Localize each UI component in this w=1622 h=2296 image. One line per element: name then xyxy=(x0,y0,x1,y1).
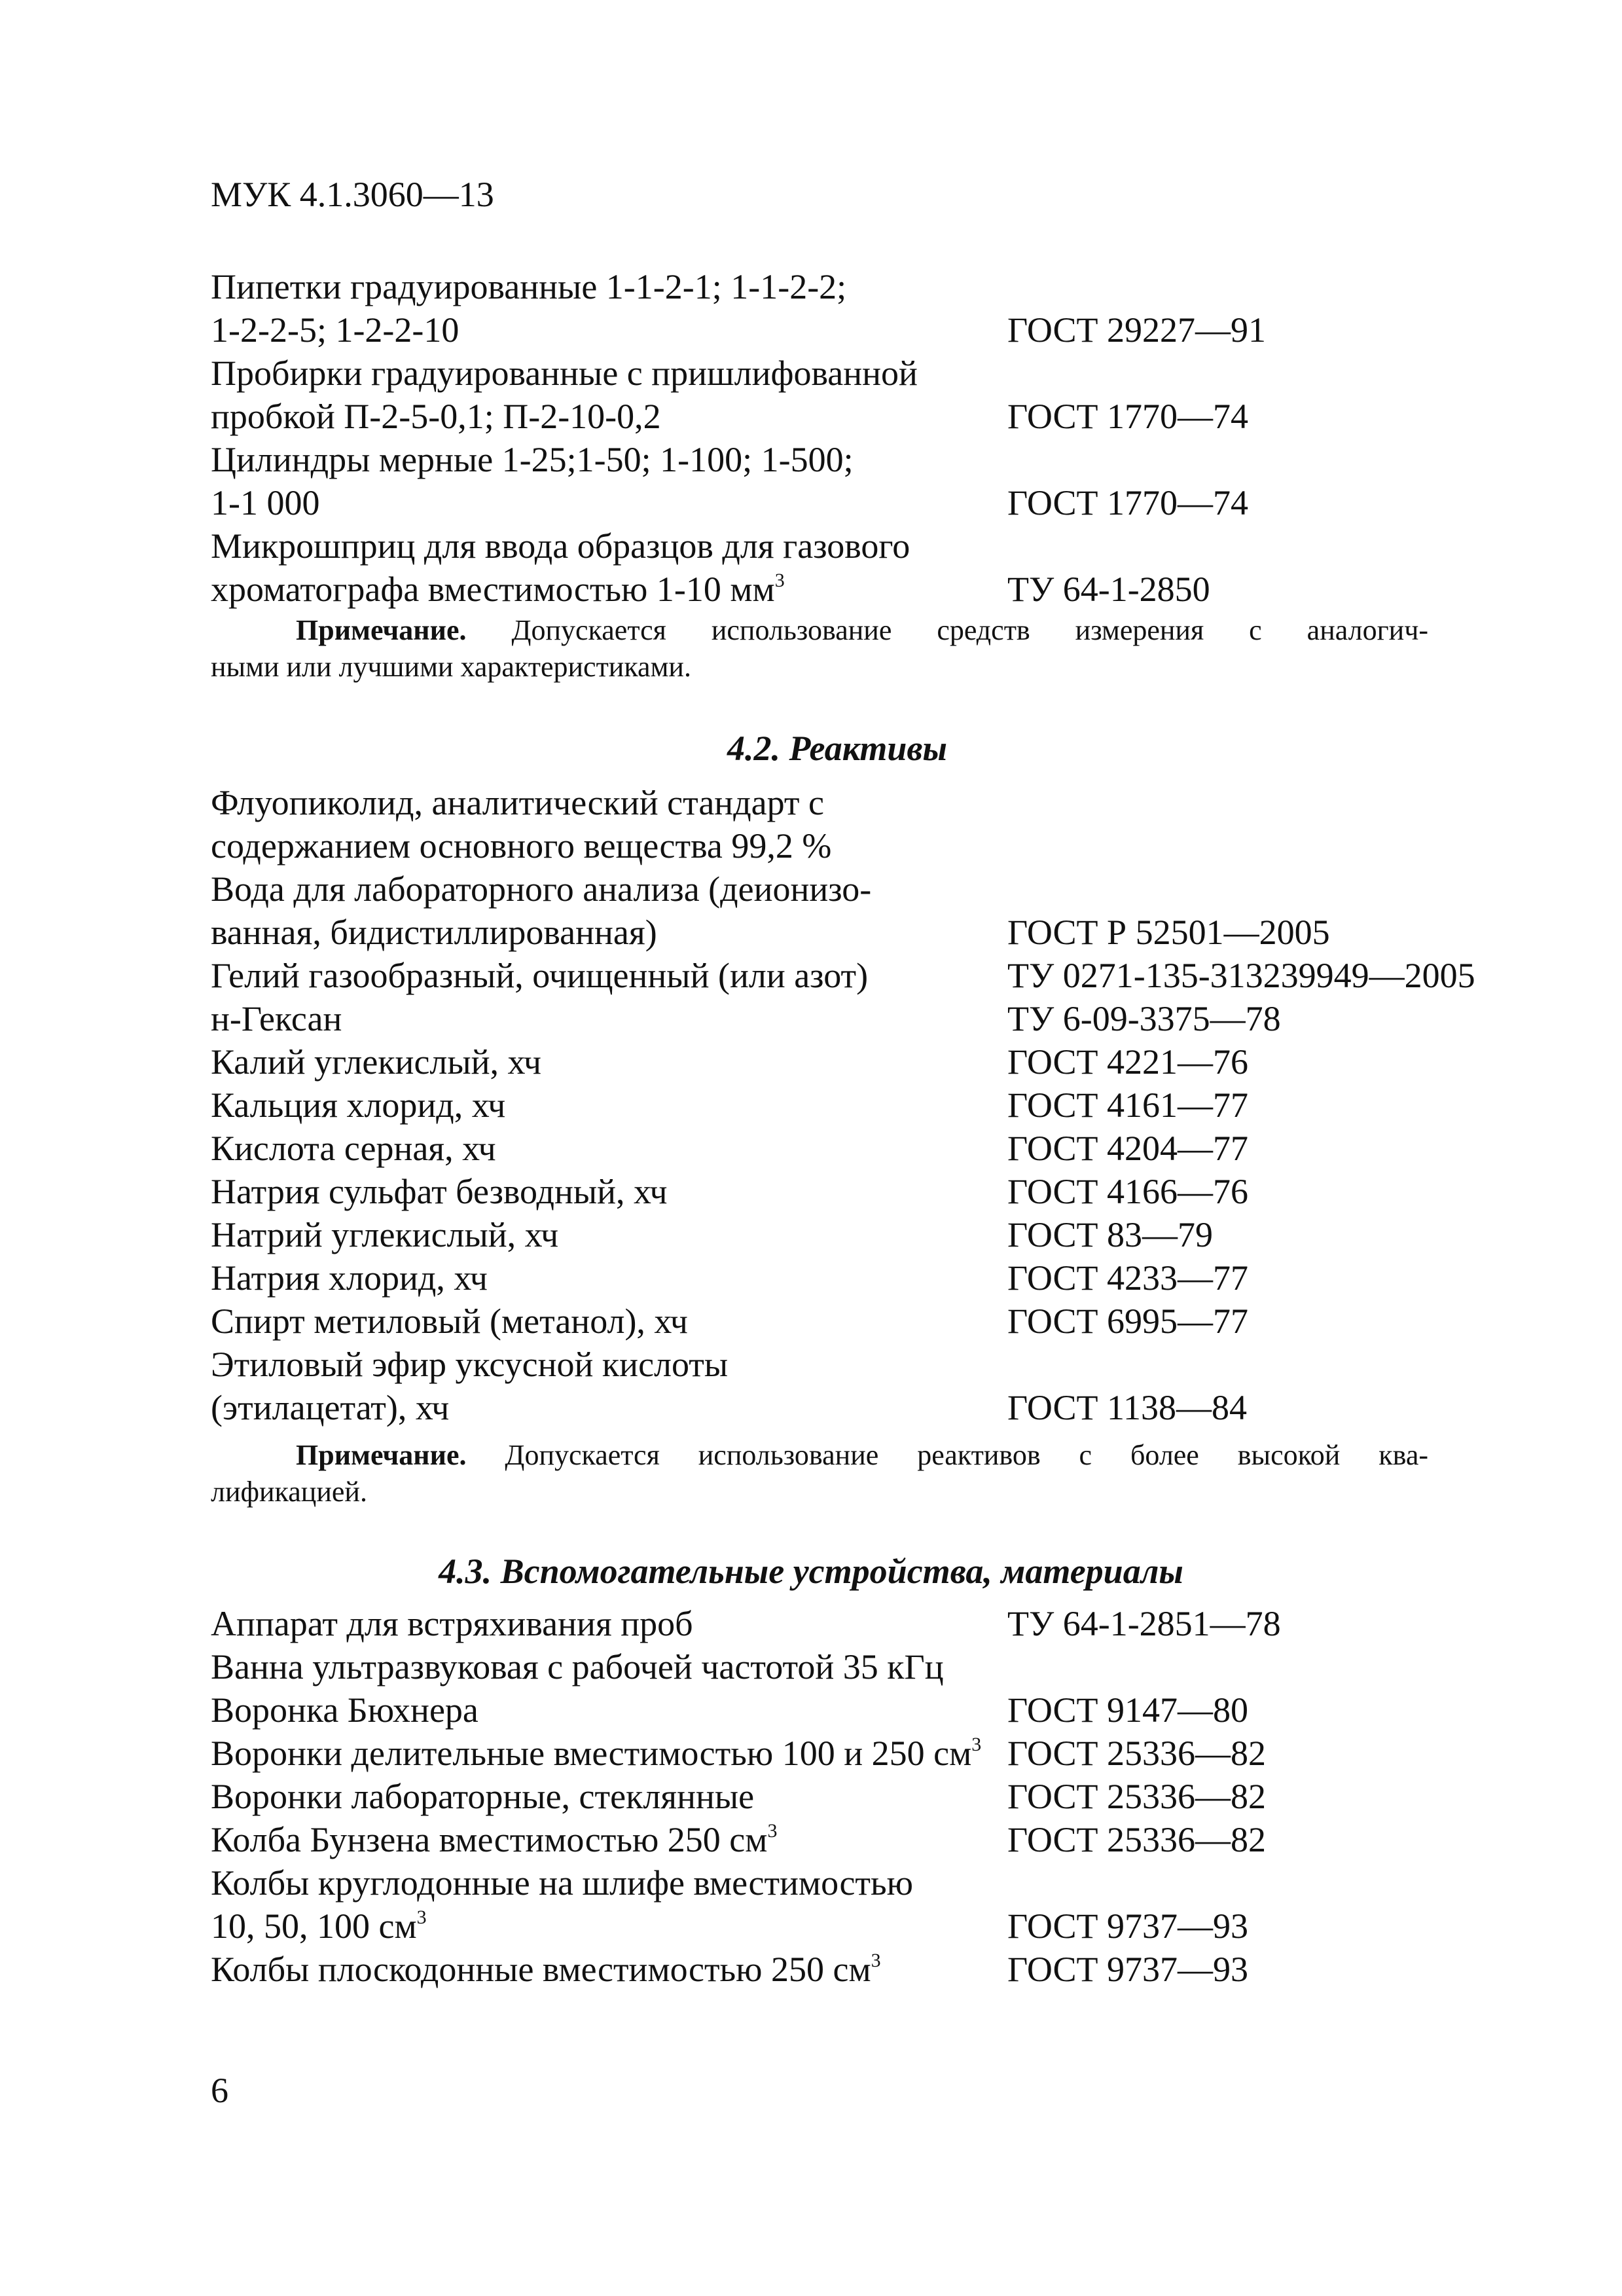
item-standard: ТУ 64-1-2850 xyxy=(1007,570,1210,609)
list-item xyxy=(211,781,1520,824)
item-name-with-unit xyxy=(211,1904,427,1948)
list-item xyxy=(211,1948,1520,1991)
unit-exponent: 3 xyxy=(774,570,785,591)
item-standard: ГОСТ 4161—77 xyxy=(1007,1085,1249,1125)
item-standard: ГОСТ Р 52501—2005 xyxy=(1007,913,1330,952)
item-standard: ГОСТ 29227—91 xyxy=(1007,310,1267,350)
item-name: Флуопиколид, аналитический стандарт с xyxy=(211,783,824,822)
unit-exponent: 3 xyxy=(971,1734,982,1755)
page-number: 6 xyxy=(211,2071,228,2110)
item-name: Пробирки градуированные с пришлифованной xyxy=(211,354,918,393)
note-instruments xyxy=(211,612,1428,685)
list-item xyxy=(211,1213,1520,1256)
item-standard: ГОСТ 83—79 xyxy=(1007,1215,1214,1254)
item-name: Микрошприц для ввода образцов для газового xyxy=(211,526,910,566)
item-standard: ГОСТ 25336—82 xyxy=(1007,1734,1267,1773)
note-second-line: лификацией. xyxy=(211,1476,367,1508)
item-standard: ГОСТ 25336—82 xyxy=(1007,1820,1267,1859)
note-first-line xyxy=(211,1437,1428,1474)
item-standard: ГОСТ 9737—93 xyxy=(1007,1906,1249,1946)
item-name: Аппарат для встряхивания проб xyxy=(211,1604,693,1643)
item-name: Воронки лабораторные, стеклянные xyxy=(211,1777,755,1816)
list-item xyxy=(211,867,1520,911)
list-item xyxy=(211,1645,1520,1688)
item-name: содержанием основного вещества 99,2 % xyxy=(211,826,832,866)
item-name: Кислота серная, хч xyxy=(211,1129,496,1168)
item-standard: ГОСТ 6995—77 xyxy=(1007,1302,1249,1341)
list-item xyxy=(211,954,1520,997)
item-name-with-unit xyxy=(211,1818,777,1861)
list-item xyxy=(211,352,1520,395)
item-standard: ГОСТ 1138—84 xyxy=(1007,1388,1248,1427)
list-item xyxy=(211,1386,1520,1429)
list-item xyxy=(211,1256,1520,1300)
list-item xyxy=(211,1602,1520,1645)
list-item xyxy=(211,1040,1520,1084)
item-name: (этилацетат), хч xyxy=(211,1388,450,1427)
item-standard: ГОСТ 1770—74 xyxy=(1007,483,1249,522)
item-name: Натрий углекислый, хч xyxy=(211,1215,559,1254)
item-name: Натрия хлорид, хч xyxy=(211,1258,488,1298)
item-standard: ГОСТ 25336—82 xyxy=(1007,1777,1267,1816)
item-name: Натрия сульфат безводный, хч xyxy=(211,1172,668,1211)
item-name: 1-1 000 xyxy=(211,483,320,522)
item-standard: ТУ 64-1-2851—78 xyxy=(1007,1604,1281,1643)
item-name-with-unit xyxy=(211,1948,881,1991)
item-name: хроматографа вместимостью 1-10 мм xyxy=(211,570,775,609)
list-item xyxy=(211,1084,1520,1127)
note-label: Примечание. xyxy=(296,1439,467,1471)
list-item xyxy=(211,265,1520,308)
item-name: н-Гексан xyxy=(211,999,342,1038)
document-code: МУК 4.1.3060—13 xyxy=(211,175,494,214)
list-item xyxy=(211,1818,1520,1861)
item-name: 10, 50, 100 см xyxy=(211,1906,417,1946)
section-title-reagents: 4.2. Реактивы xyxy=(727,729,948,768)
list-item xyxy=(211,568,1520,611)
item-name: ванная, бидистиллированная) xyxy=(211,913,657,952)
list-item xyxy=(211,481,1520,524)
item-name: Колба Бунзена вместимостью 250 см xyxy=(211,1820,768,1859)
list-item xyxy=(211,1688,1520,1732)
list-item xyxy=(211,308,1520,352)
item-name: Калий углекислый, хч xyxy=(211,1042,542,1082)
item-name: Воронка Бюхнера xyxy=(211,1690,478,1730)
list-item xyxy=(211,1861,1520,1904)
item-standard: ТУ 0271-135-313239949—2005 xyxy=(1007,956,1475,995)
list-item xyxy=(211,1732,1520,1775)
list-item xyxy=(211,911,1520,954)
item-name: Этиловый эфир уксусной кислоты xyxy=(211,1345,729,1384)
item-standard: ГОСТ 4221—76 xyxy=(1007,1042,1249,1082)
instruments-list xyxy=(211,265,1520,611)
note-first-line xyxy=(211,612,1428,649)
item-standard: ГОСТ 4233—77 xyxy=(1007,1258,1249,1298)
item-name: Пипетки градуированные 1-1-2-1; 1-1-2-2; xyxy=(211,267,847,306)
item-name: Воронки делительные вместимостью 100 и 250 см xyxy=(211,1734,972,1773)
reagents-list xyxy=(211,781,1520,1429)
list-item xyxy=(211,1775,1520,1818)
list-item xyxy=(211,997,1520,1040)
item-name: Колбы круглодонные на шлифе вместимостью xyxy=(211,1863,913,1903)
list-item xyxy=(211,1127,1520,1170)
unit-exponent: 3 xyxy=(871,1950,881,1971)
item-standard: ГОСТ 9737—93 xyxy=(1007,1950,1249,1989)
item-name: Вода для лабораторного анализа (деионизо- xyxy=(211,869,872,909)
unit-exponent: 3 xyxy=(416,1906,427,1928)
item-standard: ГОСТ 4204—77 xyxy=(1007,1129,1249,1168)
list-item xyxy=(211,1170,1520,1213)
item-name-with-unit xyxy=(211,1732,981,1775)
list-item xyxy=(211,1300,1520,1343)
item-name: 1-2-2-5; 1-2-2-10 xyxy=(211,310,460,350)
list-item xyxy=(211,1343,1520,1386)
auxiliary-list xyxy=(211,1602,1520,1991)
note-reagents xyxy=(211,1437,1428,1510)
section-title-auxiliary: 4.3. Вспомогательные устройства, материалы xyxy=(439,1552,1183,1591)
item-name-with-unit xyxy=(211,568,785,611)
list-item xyxy=(211,524,1520,568)
list-item xyxy=(211,395,1520,438)
note-second-line: ными или лучшими характеристиками. xyxy=(211,651,691,683)
item-standard: ГОСТ 1770—74 xyxy=(1007,397,1249,436)
item-standard: ГОСТ 4166—76 xyxy=(1007,1172,1249,1211)
item-name: Колбы плоскодонные вместимостью 250 см xyxy=(211,1950,871,1989)
item-name: Кальция хлорид, хч xyxy=(211,1085,506,1125)
item-name: пробкой П-2-5-0,1; П-2-10-0,2 xyxy=(211,397,661,436)
list-item xyxy=(211,1904,1520,1948)
item-name: Гелий газообразный, очищенный (или азот) xyxy=(211,956,869,995)
item-name: Спирт метиловый (метанол), хч xyxy=(211,1302,688,1341)
note-label: Примечание. xyxy=(296,614,467,646)
note-text: Допускается использование средств измерения с аналогич- xyxy=(466,614,1428,646)
unit-exponent: 3 xyxy=(767,1820,778,1842)
item-name: Цилиндры мерные 1-25;1-50; 1-100; 1-500; xyxy=(211,440,854,479)
item-standard: ГОСТ 9147—80 xyxy=(1007,1690,1249,1730)
list-item xyxy=(211,438,1520,481)
item-standard: ТУ 6-09-3375—78 xyxy=(1007,999,1281,1038)
note-text: Допускается использование реактивов с более высокой ква- xyxy=(466,1439,1428,1471)
list-item xyxy=(211,824,1520,867)
item-name: Ванна ультразвуковая с рабочей частотой 35 кГц xyxy=(211,1647,944,1686)
